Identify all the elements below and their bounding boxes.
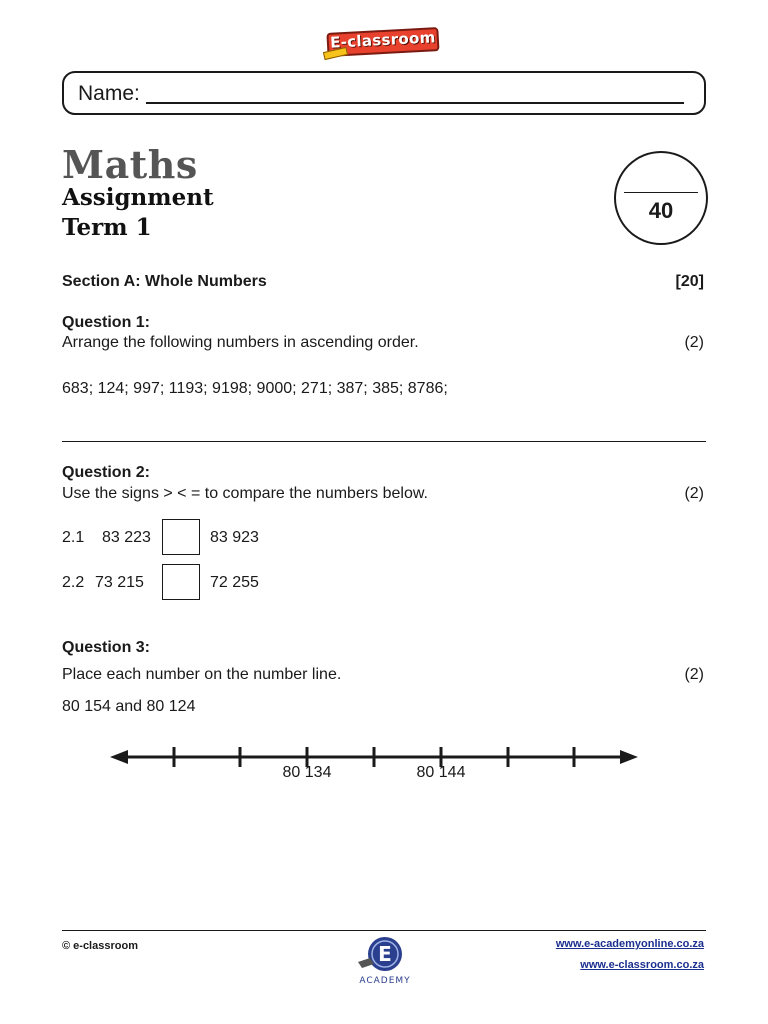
name-box <box>62 71 706 115</box>
footer-link-classroom[interactable]: www.e-classroom.co.za <box>580 959 704 971</box>
e-academy-logo <box>352 934 418 986</box>
number-line-label: 80 134 <box>282 764 332 781</box>
q2-item-right: 83 923 <box>210 529 259 546</box>
name-field[interactable] <box>146 102 684 104</box>
svg-text:E: E <box>378 942 392 966</box>
q1-heading: Question 1: <box>62 314 151 331</box>
q1-instruction: Arrange the following numbers in ascending order. <box>62 334 419 351</box>
score-field[interactable] <box>624 192 698 193</box>
q3-marks: (2) <box>684 666 704 683</box>
q2-instruction: Use the signs > < = to compare the numbers below. <box>62 485 428 502</box>
compare-box[interactable] <box>162 519 200 555</box>
q2-marks: (2) <box>684 485 704 502</box>
number-line-label: 80 144 <box>416 764 466 781</box>
number-line <box>110 740 640 774</box>
right-arrow-icon <box>620 750 638 764</box>
q3-numbers: 80 154 and 80 124 <box>62 698 196 715</box>
q2-item-left: 83 223 <box>102 529 151 546</box>
q1-marks: (2) <box>684 334 704 351</box>
q3-instruction: Place each number on the number line. <box>62 666 342 683</box>
q2-item-left: 73 215 <box>95 574 144 591</box>
academy-text: ACADEMY <box>359 976 411 986</box>
q1-answer-line[interactable] <box>62 441 706 442</box>
footer-link-academy[interactable]: www.e-academyonline.co.za <box>555 938 704 950</box>
q2-item-number: 2.1 <box>62 529 85 546</box>
subtitle-assignment: Assignment <box>62 184 214 211</box>
section-title: Section A: Whole Numbers <box>62 273 267 290</box>
footer-divider <box>62 930 706 931</box>
footer-copyright: © e-classroom <box>62 940 138 952</box>
q3-heading: Question 3: <box>62 639 151 656</box>
section-marks: [20] <box>675 273 704 290</box>
score-total: 40 <box>648 198 674 223</box>
compare-box[interactable] <box>162 564 200 600</box>
subtitle-term: Term 1 <box>62 214 152 241</box>
left-arrow-icon <box>110 750 128 764</box>
q2-item-right: 72 255 <box>210 574 259 591</box>
name-label: Name: <box>78 82 140 105</box>
e-classroom-logo <box>326 27 439 59</box>
q2-item-number: 2.2 <box>62 574 85 591</box>
page-title: Maths <box>62 142 198 187</box>
logo-text: E-classroom <box>329 28 436 52</box>
q2-heading: Question 2: <box>62 464 151 481</box>
q1-numbers: 683; 124; 997; 1193; 9198; 9000; 271; 387; 385; 8786; <box>62 380 448 397</box>
